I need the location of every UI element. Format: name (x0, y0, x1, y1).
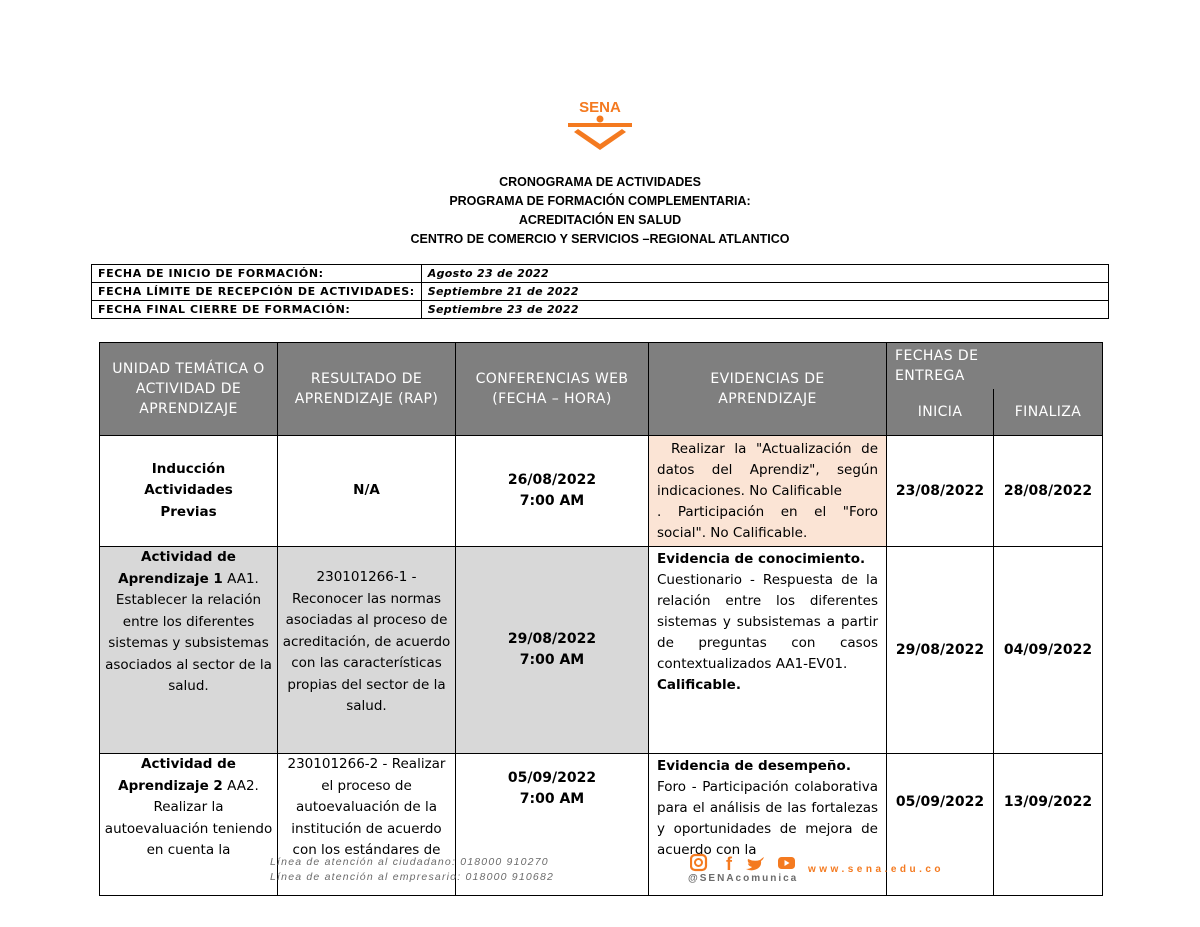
conference-time: 7:00 AM (519, 791, 585, 807)
activity-title: Inducción Actividades Previas (144, 460, 233, 520)
rap-cell: 230101266-2 - Realizar el proceso de autoevaluación de la institución de acuerdo con los estándares de (278, 754, 456, 896)
table-row (100, 436, 1103, 547)
youtube-icon[interactable] (778, 857, 795, 869)
evidence-cell (649, 436, 887, 547)
svg-text:f: f (726, 854, 732, 874)
end-date: 28/08/2022 (994, 436, 1103, 547)
date-row-start (92, 265, 1109, 283)
conference-date: 26/08/2022 (507, 472, 597, 488)
date-value: Agosto 23 de 2022 (421, 265, 1108, 283)
start-date: 29/08/2022 (887, 547, 994, 754)
title-line-3: ACREDITACIÓN EN SALUD (518, 213, 682, 227)
sena-logo (566, 98, 634, 150)
activity-text: AA2. Realizar la autoevaluación teniendo en cuenta la (104, 777, 273, 858)
header-row (100, 343, 1103, 390)
evidence-text: Foro - Participación colaborativa para el análisis de las fortalezas y oportunidades de mejora de acuerdo con la (657, 779, 878, 858)
date-label: FECHA FINAL CIERRE DE FORMACIÓN: (92, 301, 422, 319)
conference-time: 7:00 AM (519, 652, 585, 668)
header-rap: RESULTADO DE APRENDIZAJE (RAP) (278, 343, 456, 436)
social-handle: @SENAcomunica (688, 873, 799, 884)
header-fechas: FECHAS DE ENTREGA (887, 343, 1103, 390)
conference-time: 7:00 AM (519, 493, 585, 509)
header-evidencias: EVIDENCIAS DE APRENDIZAJE (649, 343, 887, 436)
end-date: 04/09/2022 (994, 547, 1103, 754)
evidence-text-2: . Participación en el "Foro social". No Calificable. (657, 503, 878, 541)
rap-cell: N/A (278, 436, 456, 547)
activity-title: Actividad de Aprendizaje 2 (118, 756, 236, 794)
date-value: Septiembre 23 de 2022 (421, 301, 1108, 319)
date-value: Septiembre 21 de 2022 (421, 283, 1108, 301)
date-label: FECHA LÍMITE DE RECEPCIÓN DE ACTIVIDADES: (92, 283, 422, 301)
conference-cell (456, 547, 649, 754)
table-row (100, 547, 1103, 754)
rap-cell: 230101266-1 - Reconocer las normas asociadas al proceso de acreditación, de acuerdo con las características propias del sector de la salud. (278, 547, 456, 754)
footer-citizen-line: Línea de atención al ciudadano: 018000 910270 (270, 856, 549, 868)
activity-cell (100, 436, 278, 547)
activity-text: AA1. Establecer la relación entre los diferentes sistemas y subsistemas asociados al sector de la salud. (105, 570, 272, 694)
social-icons (690, 853, 800, 875)
document-title-block (0, 173, 1200, 249)
evidence-grading: Calificable. (657, 677, 741, 693)
activity-title: Actividad de Aprendizaje 1 (118, 549, 236, 587)
footer-business-line: Línea de atención al empresario: 018000 910682 (270, 871, 555, 883)
date-row-deadline (92, 283, 1109, 301)
conference-date: 29/08/2022 (507, 631, 597, 647)
facebook-icon[interactable] (726, 854, 733, 874)
conference-date: 05/09/2022 (507, 770, 597, 786)
dates-table (91, 264, 1109, 319)
header-inicia: INICIA (887, 389, 994, 436)
title-line-1: CRONOGRAMA DE ACTIVIDADES (499, 175, 701, 189)
evidence-text: Cuestionario - Respuesta de la relación entre los diferentes sistemas y subsistemas a partir de preguntas con casos contextualizados AA1-EV01. (657, 572, 878, 672)
svg-text:SENA: SENA (579, 99, 621, 116)
activities-table (99, 342, 1103, 896)
end-date: 13/09/2022 (994, 754, 1103, 896)
header-unidad: UNIDAD TEMÁTICA O ACTIVIDAD DE APRENDIZAJE (100, 343, 278, 436)
website-link[interactable]: www.sena.edu.co (808, 864, 945, 875)
evidence-type: Evidencia de conocimiento. (657, 551, 866, 567)
start-date: 23/08/2022 (887, 436, 994, 547)
evidence-cell (649, 547, 887, 754)
title-line-2: PROGRAMA DE FORMACIÓN COMPLEMENTARIA: (449, 194, 751, 208)
date-label: FECHA DE INICIO DE FORMACIÓN: (92, 265, 422, 283)
start-date: 05/09/2022 (887, 754, 994, 896)
evidence-text: Realizar la "Actualización de datos del Aprendiz", según indicaciones. No Calificable (657, 440, 878, 499)
conference-cell (456, 436, 649, 547)
date-row-end (92, 301, 1109, 319)
evidence-type: Evidencia de desempeño. (657, 758, 851, 774)
title-line-4: CENTRO DE COMERCIO Y SERVICIOS –REGIONAL ATLANTICO (410, 232, 790, 246)
twitter-icon[interactable] (746, 857, 764, 870)
instagram-icon[interactable] (691, 855, 706, 870)
header-finaliza: FINALIZA (994, 389, 1103, 436)
table-row (100, 754, 1103, 896)
activity-cell (100, 754, 278, 896)
activity-cell (100, 547, 278, 754)
header-conferencias: CONFERENCIAS WEB (FECHA – HORA) (456, 343, 649, 436)
